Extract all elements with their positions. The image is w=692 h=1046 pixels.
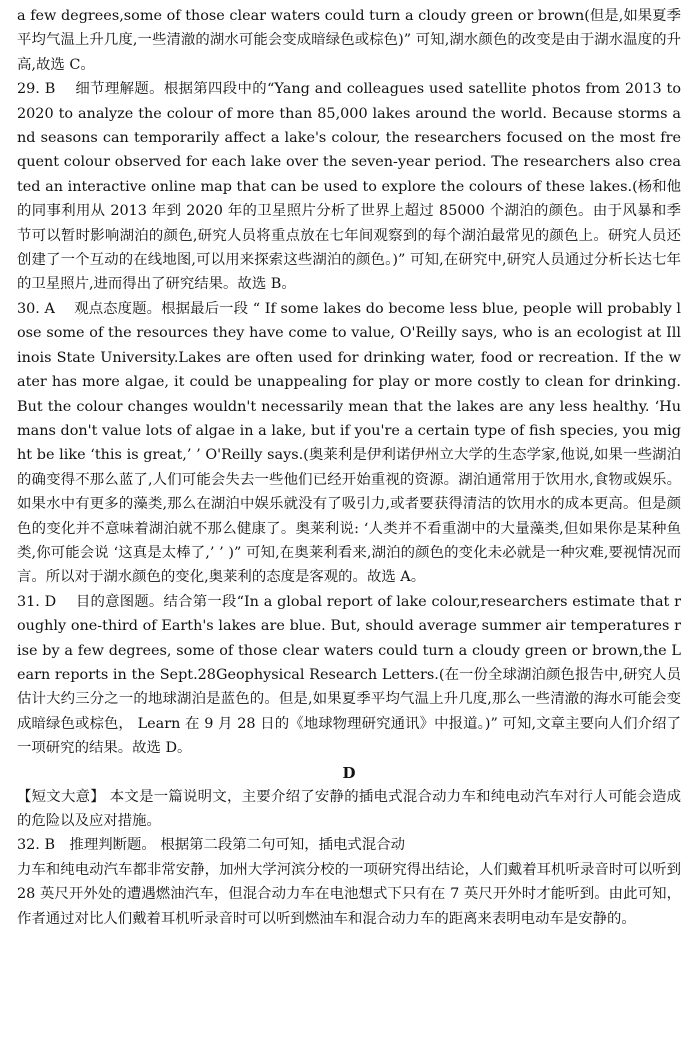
answer-32-head: 32. B 推理判断题。 根据第二段第二句可知，插电式混合动	[17, 837, 405, 854]
summary-text: 本文是一篇说明文，主要介绍了安静的插电式混合动力车和纯电动汽车对行人可能会造成的危险以及应对措施。	[17, 788, 681, 829]
answer-31: 31. D 目的意图题。结合第一段“In a global report of lake colour,researchers estimate that roughly one-third of Earth's lakes are blue. But, should average summer air temperatures rise by a few degrees, some of those clear waters could turn a cloudy green or brown,the Learn reports in the Sept.28Geophysical Research Letters.(在一份全球湖泊颜色报告中,研究人员估计大约三分之一的地球湖泊是蓝色的。但是,如果夏季平均气温上升几度,那么一些清澈的海水可能会变成暗绿色或棕色， Learn 在 9 月 28 日的《地球物理研究通讯》中报道。)” 可知,文章主要向人们介绍了一项研究的结果。故选 D。	[17, 593, 681, 757]
section-letter-heading: D	[342, 763, 356, 782]
paragraph-continuation: a few degrees,some of those clear waters could turn a cloudy green or brown(但是,如果夏季平均气温上升几度,一些清澈的湖水可能会变成暗绿色或棕色)” 可知,湖水颜色的改变是由于湖水温度的升高,故选 C。	[17, 8, 681, 73]
passage-summary	[17, 785, 681, 834]
answer-30: 30. A 观点态度题。根据最后一段 “ If some lakes do become less blue, people will probably lose some of the resources they have come to value, O'Reilly says, who is an ecologist at Illinois State University.Lakes are often used for drinking water, food or recreation. If the water has more algae, it could be unappealing for play or more costly to clean for drinking. But the colour changes wouldn't necessarily mean that the lakes are any less healthy. ‘Humans don't value lots of algae in a lake, but if you're a certain type of fish species, you might be like ‘this is great,’ ’ O'Reilly says.(奥莱利是伊利诺伊州立大学的生态学家,他说,如果一些湖泊的确变得不那么蓝了,人们可能会失去一些他们已经开始重视的资源。湖泊通常用于饮用水,食物或娱乐。如果水中有更多的藻类,那么在湖泊中娱乐就没有了吸引力,或者要获得清洁的饮用水的成本更高。但是颜色的变化并不意味着湖泊就不那么健康了。奥莱利说: ‘人类并不看重湖中的大量藻类,但如果你是某种鱼类,你可能会说 ‘这真是太棒了,’ ’ )” 可知,在奥莱利看来,湖泊的颜色的变化未必就是一种灾难,要视情况而言。所以对于湖水颜色的变化,奥莱利的态度是客观的。故选 A。	[17, 300, 681, 586]
answer-32-body: 力车和纯电动汽车都非常安静，加州大学河滨分校的一项研究得出结论，人们戴着耳机听录音时可以听到 28 英尺开外处的遭遇燃油汽车，但混合动力车在电池想式下只有在 7 英尺开外时才能听到。由此可知，作者通过对比人们戴着耳机听录音时可以听到燃油车和混合动力车的距离来表明电动车是安静的。	[17, 861, 681, 927]
answer-29: 29. B 细节理解题。根据第四段中的“Yang and colleagues used satellite photos from 2013 to 2020 to analyze the colour of more than 85,000 lakes around the world. Because storms and seasons can temporarily affect a lake's colour, the researchers focused on the most frequent colour observed for each lake over the seven-year period. The researchers also created an interactive online map that can be used to explore the colours of these lakes.(杨和他的同事利用从 2013 年到 2020 年的卫星照片分析了世界上超过 85000 个湖泊的颜色。由于风暴和季节可以暂时影响湖泊的颜色,研究人员将重点放在七年间观察到的每个湖泊最常见的颜色上。研究人员还创建了一个互动的在线地图,可以用来探索这些湖泊的颜色。)” 可知,在研究中,研究人员通过分析长达七年的卫星照片,进而得出了研究结果。故选 B。	[17, 81, 681, 293]
summary-label: 【短文大意】	[17, 788, 105, 805]
